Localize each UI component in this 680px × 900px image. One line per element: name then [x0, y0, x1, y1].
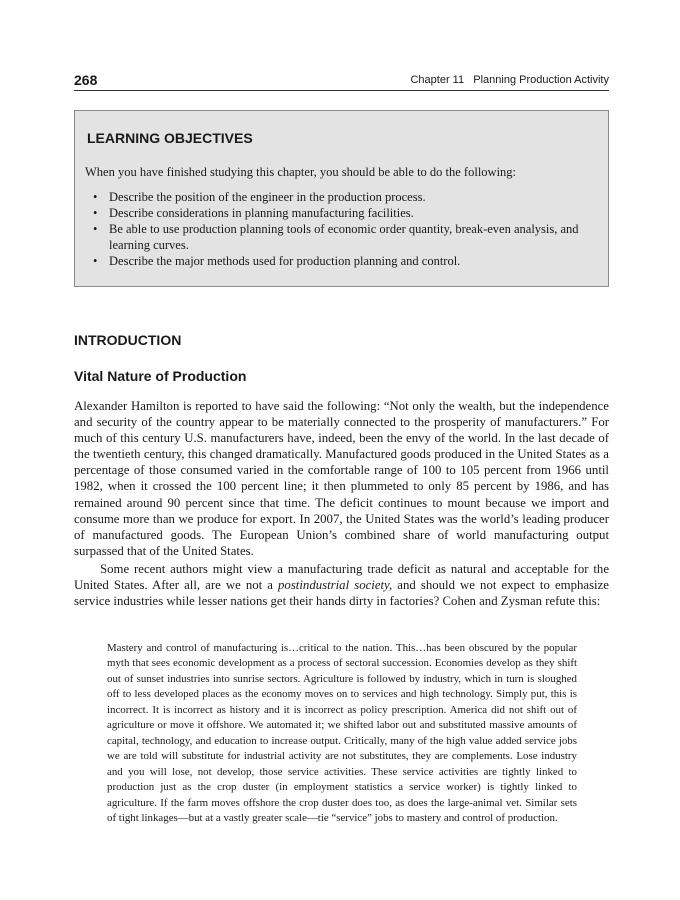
header-rule [74, 90, 609, 91]
body-paragraph-2 [74, 561, 609, 609]
paragraph-text: and should we not expect to emphasize service industries while lesser nations get their hands dirty in factories? Cohen and Zysman refute this: [74, 578, 609, 609]
objectives-list [93, 189, 598, 269]
objective-item: • Describe the position of the engineer in the production process. [93, 189, 598, 205]
page-number: 268 [74, 72, 98, 88]
section-heading: INTRODUCTION [74, 332, 182, 348]
running-head [74, 72, 609, 90]
block-quote: Mastery and control of manufacturing is…critical to the nation. This…has been obscured by the popular myth that sees economic development as a process of sectoral succession. Economies develop as they shift out of sunset industries into sunrise sectors. Agriculture is followed by industry, which in turn is sloughed off to less developed places as the economy moves on to services and high technology. Simply put, this is incorrect. It is incorrect as history and it is incorrect as policy prescription. America did not shift out of agriculture or move it offshore. We automated it; we shifted labor out and substituted massive amounts of capital, technology, and education to increase output. Critically, many of the high value added service jobs we are told will substitute for industrial activity are not substitutes, they are complements. Lose industry and you will lose, not develop, those service activities. These service activities are tightly linked to production just as the crop duster (in employment statistics a service worker) is tightly linked to agriculture. If the farm moves offshore the crop duster does too, as does the large-animal vet. Similar sets of tight linkages—but at a vastly greater scale—tie “service” jobs to mastery and control of production. [107, 642, 577, 824]
chapter-title: Chapter 11 Planning Production Activity [410, 74, 609, 86]
body-paragraph-1: Alexander Hamilton is reported to have said the following: “Not only the wealth, but the independence and security of the country appear to be materially connected to the prosperity of manufacturers.” For much of this century U.S. manufacturers have, indeed, been the envy of the world. In the last decade of the twentieth century, this changed dramatically. Manufactured goods produced in the United States as a percentage of those consumed varied in the comfortable range of 100 to 105 percent from 1966 until 1982, when it crossed the 100 percent line; it then plummeted to only 85 percent by 1986, and has remained around 90 percent since that time. The deficit continues to mount because we import and consume more than we produce for export. In 2007, the United States was the world’s leading producer of manufactured goods. The European Union’s combined share of world manufacturing output surpassed that of the United States. [74, 399, 609, 558]
subsection-heading: Vital Nature of Production [74, 368, 247, 384]
paragraph-text: Some recent authors might view a manufacturing trade deficit as natural and acceptable for the United States. After all, are we not a [74, 562, 609, 593]
objective-item: • Describe the major methods used for production planning and control. [93, 253, 598, 269]
objectives-intro: When you have finished studying this chapter, you should be able to do the following: [85, 165, 517, 179]
italic-term: postindustrial society, [278, 578, 393, 593]
learning-objectives-box [74, 110, 609, 287]
objective-item: • Be able to use production planning tools of economic order quantity, break-even analysis, and learning curves. [93, 221, 598, 253]
objectives-heading: LEARNING OBJECTIVES [87, 130, 253, 146]
objective-item: • Describe considerations in planning manufacturing facilities. [93, 205, 598, 221]
